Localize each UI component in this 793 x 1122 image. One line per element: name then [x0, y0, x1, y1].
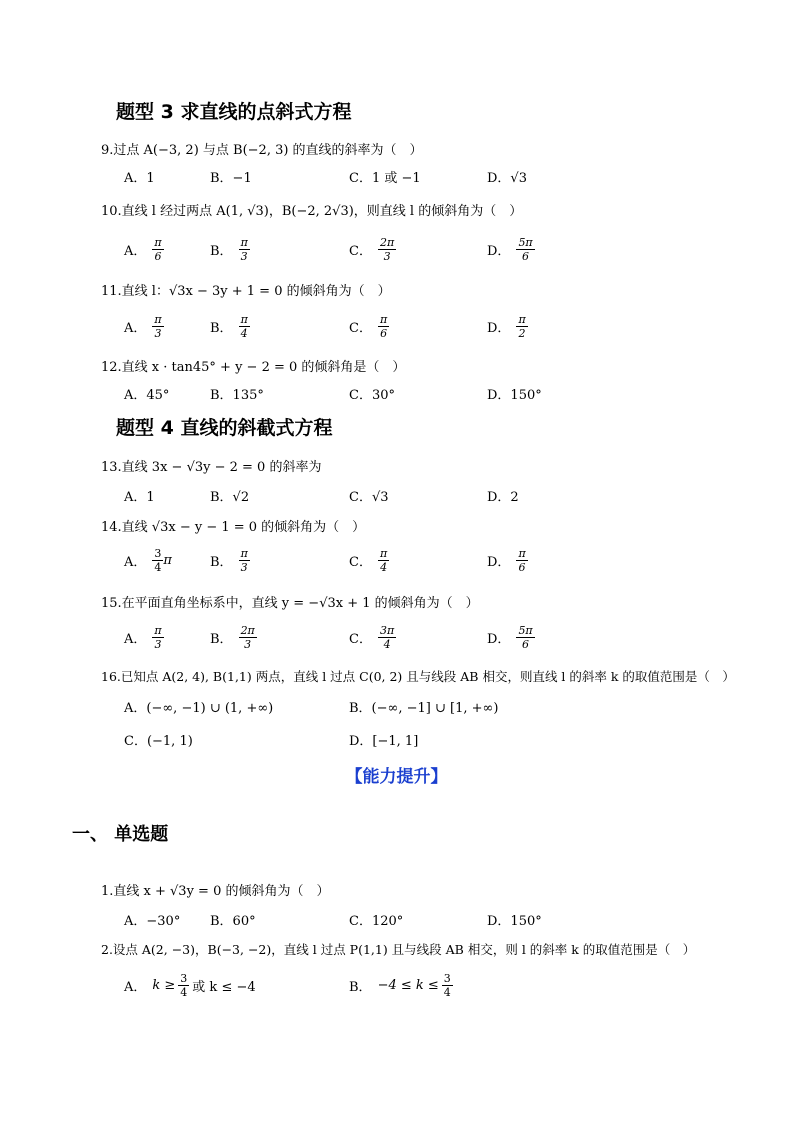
question-16-stem: 16.已知点 A(2, 4), B(1,1) 两点，直线 l 过点 C(0, 2) 且与线段 AB 相交，则直线 l 的斜率 k 的取值范围是（ ） [101, 669, 735, 684]
fraction [239, 624, 257, 651]
denominator: 3 [383, 250, 391, 263]
denominator: 6 [380, 327, 388, 340]
fraction [516, 624, 534, 651]
question-13-stem: 13.直线 3x − √3y − 2 = 0 的斜率为 [101, 460, 322, 475]
option-label: C． [349, 632, 372, 647]
p2-option-b [349, 972, 453, 999]
question-11-stem: 11.直线 l：√3x − 3y + 1 = 0 的倾斜角为（ ） [101, 284, 391, 299]
numerator: π [240, 547, 248, 560]
numerator: 3π [379, 624, 395, 637]
q10-option-d [487, 236, 535, 263]
fraction [378, 547, 389, 574]
q9-option-c: C．1 或 −1 [349, 171, 421, 186]
numerator: π [154, 313, 162, 326]
option-label: D． [487, 321, 511, 336]
fraction [442, 972, 453, 999]
q15-option-a [124, 624, 164, 651]
fraction [239, 547, 250, 574]
q12-option-b: B．135° [210, 388, 264, 403]
denominator: 6 [522, 638, 530, 651]
option-text: 或 k ≤ −4 [192, 980, 256, 995]
q13-option-b: B．√2 [210, 490, 250, 505]
numerator: π [240, 236, 248, 249]
q12-option-d: D．150° [487, 388, 542, 403]
denominator: 4 [240, 327, 248, 340]
denominator: 3 [244, 638, 252, 651]
q9-option-a: A．1 [124, 171, 155, 186]
option-label: B． [349, 980, 372, 995]
q16-option-b: B．(−∞, −1] ∪ [1, +∞) [349, 701, 499, 716]
q11-option-d [487, 313, 528, 340]
p1-option-c: C．120° [349, 914, 404, 929]
fraction [378, 313, 389, 340]
q14-option-d [487, 547, 528, 574]
fraction [152, 236, 163, 263]
option-text: −4 ≤ k ≤ [377, 978, 439, 993]
q10-option-c [349, 236, 396, 263]
q10-option-a [124, 236, 164, 263]
q9-option-b: B．−1 [210, 171, 252, 186]
q9-option-d: D．√3 [487, 171, 527, 186]
section-title-type4: 题型 4 直线的斜截式方程 [116, 417, 333, 439]
option-label: A． [124, 632, 147, 647]
fraction [239, 236, 250, 263]
q16-option-d: D．[−1, 1] [349, 734, 419, 749]
numerator: 3 [180, 972, 188, 985]
practice-1-stem: 1.直线 x + √3y = 0 的倾斜角为（ ） [101, 884, 330, 899]
q16-option-c: C．(−1, 1) [124, 734, 193, 749]
numerator: 3 [154, 547, 162, 560]
p1-option-d: D．150° [487, 914, 542, 929]
option-label: C． [349, 244, 372, 259]
section-title-type3: 题型 3 求直线的点斜式方程 [116, 101, 352, 123]
q13-option-a: A．1 [124, 490, 155, 505]
fraction [239, 313, 250, 340]
pi-symbol: π [163, 553, 172, 568]
denominator: 4 [443, 986, 451, 999]
numerator: π [518, 547, 526, 560]
fraction [516, 547, 527, 574]
p2-option-a [124, 972, 256, 999]
fraction [178, 972, 189, 999]
denominator: 4 [154, 561, 162, 574]
option-label: A． [124, 244, 147, 259]
option-label: C． [349, 321, 372, 336]
denominator: 3 [240, 250, 248, 263]
question-9-stem: 9.过点 A(−3, 2) 与点 B(−2, 3) 的直线的斜率为（ ） [101, 143, 423, 158]
fraction [152, 624, 163, 651]
q15-option-d [487, 624, 535, 651]
option-label: A． [124, 555, 147, 570]
option-text: k ≥ [152, 978, 176, 993]
question-10-stem: 10.直线 l 经过两点 A(1, √3)，B(−2, 2√3)，则直线 l 的倾斜角为（ ） [101, 204, 523, 219]
numerator: π [154, 624, 162, 637]
q10-option-b [210, 236, 250, 263]
practice-2-stem: 2.设点 A(2, −3)，B(−3, −2)，直线 l 过点 P(1,1) 且与线段 AB 相交，则 l 的斜率 k 的取值范围是（ ） [101, 942, 696, 957]
ability-heading: 【能力提升】 [345, 767, 448, 787]
option-label: D． [487, 244, 511, 259]
fraction [152, 547, 163, 574]
q13-option-c: C．√3 [349, 490, 389, 505]
question-14-stem: 14.直线 √3x − y − 1 = 0 的倾斜角为（ ） [101, 520, 366, 535]
fraction [378, 624, 396, 651]
q12-option-a: A．45° [124, 388, 170, 403]
numerator: 5π [518, 624, 533, 637]
denominator: 6 [518, 561, 526, 574]
p1-option-b: B．60° [210, 914, 256, 929]
q11-option-b [210, 313, 250, 340]
denominator: 2 [518, 327, 526, 340]
q13-option-d: D．2 [487, 490, 519, 505]
q16-option-a: A．(−∞, −1) ∪ (1, +∞) [124, 701, 274, 716]
q11-option-c [349, 313, 389, 340]
q11-option-a [124, 313, 164, 340]
fraction [378, 236, 396, 263]
numerator: π [240, 313, 248, 326]
option-label: D． [487, 555, 511, 570]
denominator: 4 [383, 638, 391, 651]
numerator: π [518, 313, 526, 326]
question-12-stem: 12.直线 x · tan45° + y − 2 = 0 的倾斜角是（ ） [101, 360, 406, 375]
denominator: 3 [240, 561, 248, 574]
p1-option-a: A．−30° [124, 914, 181, 929]
option-label: B． [210, 555, 233, 570]
q15-option-c [349, 624, 396, 651]
single-choice-heading: 一、 单选题 [72, 824, 169, 845]
question-15-stem: 15.在平面直角坐标系中，直线 y = −√3x + 1 的倾斜角为（ ） [101, 596, 479, 611]
numerator: 2π [240, 624, 255, 637]
fraction [152, 313, 163, 340]
option-label: D． [487, 632, 511, 647]
denominator: 4 [380, 561, 388, 574]
option-label: A． [124, 321, 147, 336]
numerator: 3 [443, 972, 451, 985]
option-label: A． [124, 980, 147, 995]
q15-option-b [210, 624, 257, 651]
numerator: π [379, 547, 388, 560]
q12-option-c: C．30° [349, 388, 395, 403]
q14-option-a [124, 547, 172, 574]
numerator: π [154, 236, 162, 249]
fraction [516, 236, 534, 263]
denominator: 3 [154, 327, 162, 340]
option-label: C． [349, 555, 372, 570]
fraction [516, 313, 527, 340]
numerator: π [379, 313, 388, 326]
option-label: B． [210, 632, 233, 647]
q14-option-b [210, 547, 250, 574]
denominator: 6 [154, 250, 162, 263]
q14-option-c [349, 547, 389, 574]
option-label: B． [210, 244, 233, 259]
option-label: B． [210, 321, 233, 336]
numerator: 2π [379, 236, 395, 249]
numerator: 5π [518, 236, 533, 249]
denominator: 4 [180, 986, 188, 999]
denominator: 3 [154, 638, 162, 651]
denominator: 6 [522, 250, 530, 263]
